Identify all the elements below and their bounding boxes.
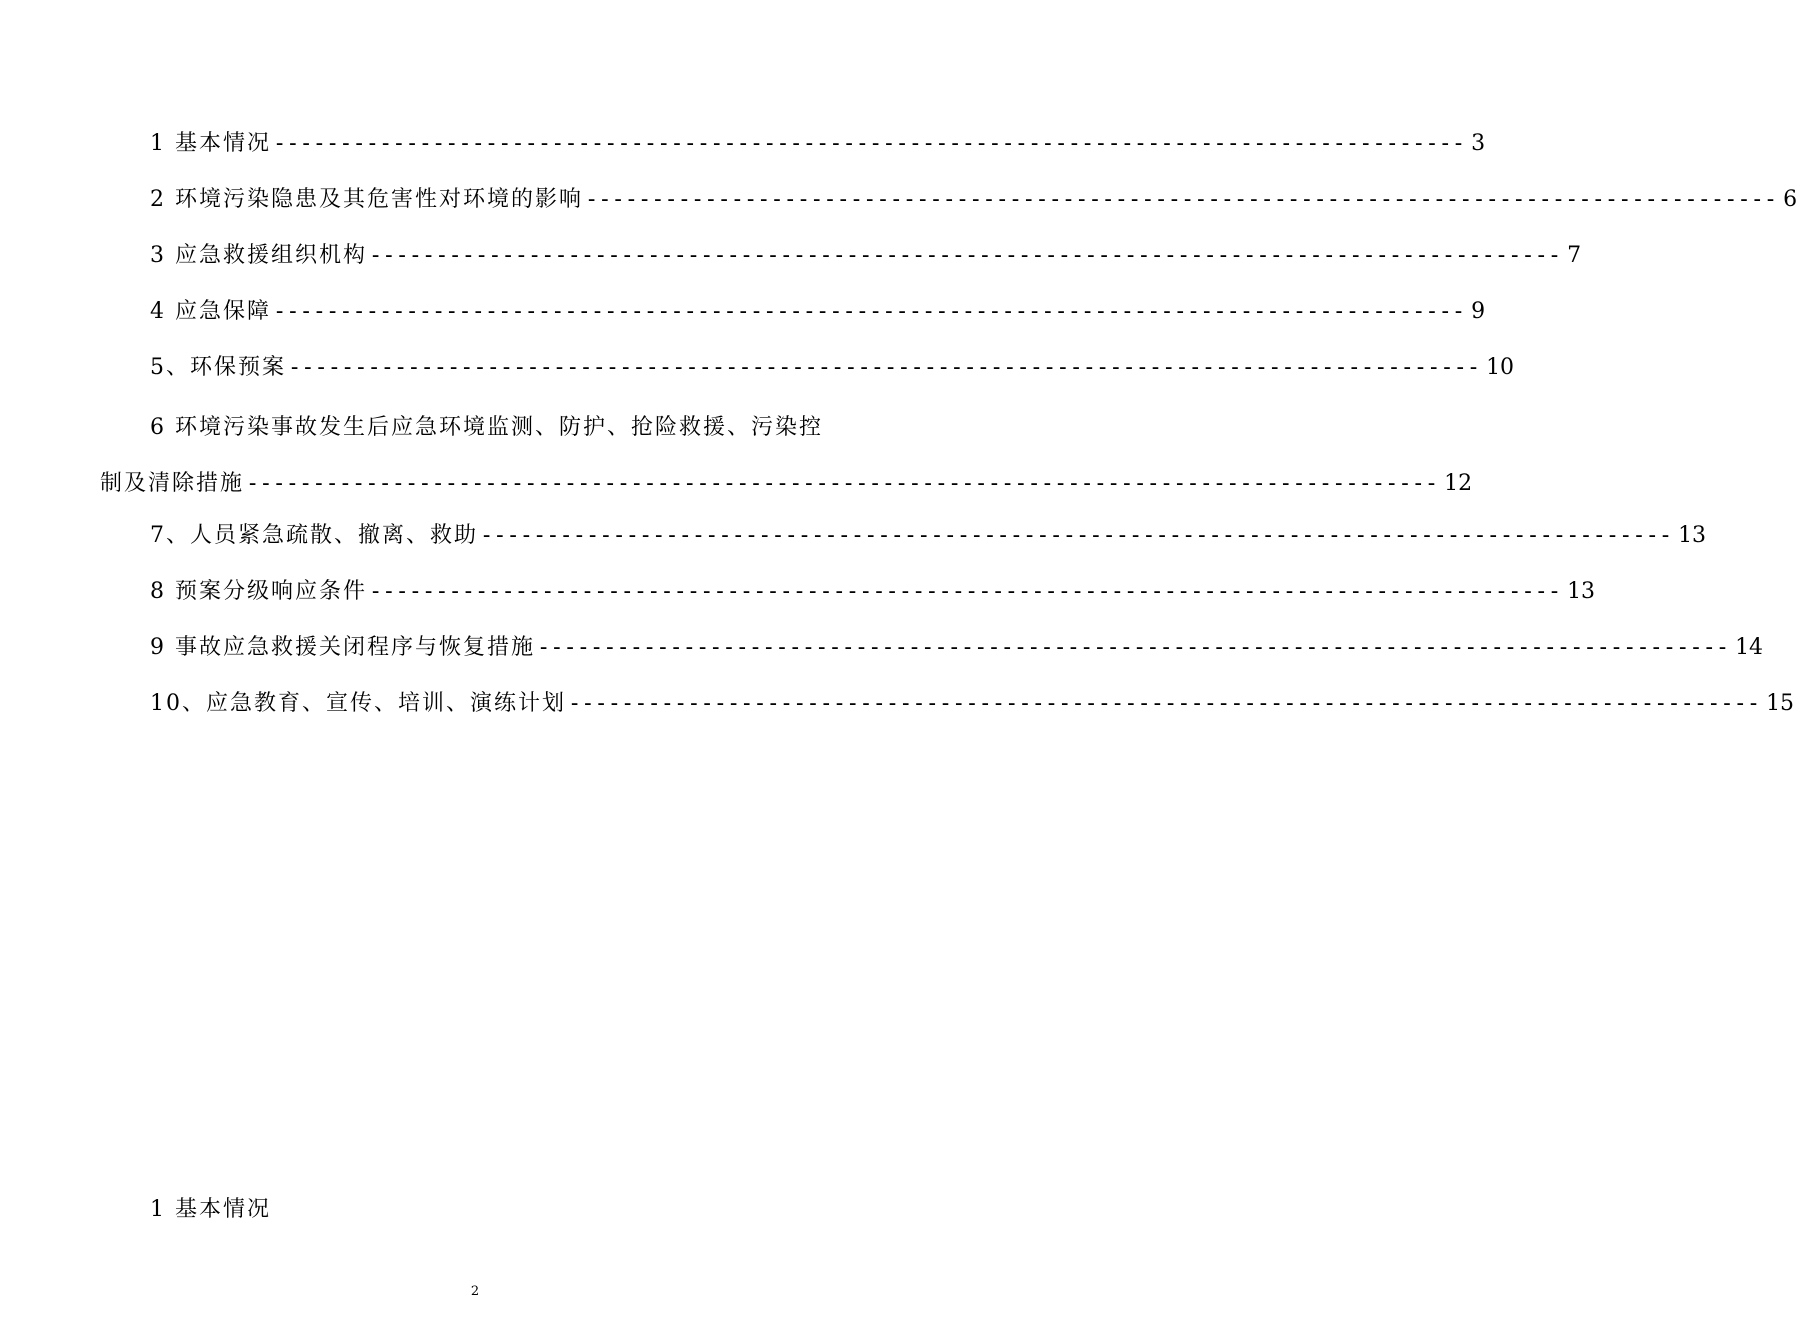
toc-leader: ------------------------------------------------------------------------------------------: [369, 243, 1562, 268]
toc-leader: ------------------------------------------------------------------------------------------: [273, 299, 1466, 324]
toc-entry-title: 9 事故应急救援关闭程序与恢复措施: [150, 635, 535, 660]
toc-leader: ------------------------------------------------------------------------------------------: [369, 579, 1562, 604]
toc-entry-page: 6: [1783, 187, 1797, 212]
toc-entry-page: 14: [1735, 635, 1764, 660]
toc-entry-page: 10: [1486, 355, 1515, 380]
toc-leader: ------------------------------------------------------------------------------------------: [537, 635, 1730, 660]
toc-entry-page: 3: [1471, 131, 1486, 156]
toc-entry-title: 1 基本情况: [150, 131, 271, 156]
toc-entry-page: 9: [1471, 299, 1486, 324]
toc-entry[interactable]: [150, 344, 1515, 400]
section-heading: 1 基本情况: [150, 1197, 271, 1222]
toc-leader: ------------------------------------------------------------------------------------------: [273, 131, 1466, 156]
toc-entry-page: 7: [1567, 243, 1582, 268]
toc-leader: ------------------------------------------------------------------------------------------: [480, 523, 1673, 548]
toc-entry-title: 2 环境污染隐患及其危害性对环境的影响: [150, 187, 583, 212]
toc-entry-title: 10、应急教育、宣传、培训、演练计划: [150, 691, 566, 716]
toc-entry[interactable]: [150, 680, 1795, 736]
toc-leader: ------------------------------------------------------------------------------------------: [568, 691, 1761, 716]
table-of-contents: [100, 120, 1797, 736]
toc-entry-page: 13: [1678, 523, 1707, 548]
toc-leader: ------------------------------------------------------------------------------------------: [246, 471, 1439, 496]
toc-entry-title: 5、环保预案: [150, 355, 286, 380]
toc-entry-title: 7、人员紧急疏散、撤离、救助: [150, 523, 478, 548]
toc-entry-title: 8 预案分级响应条件: [150, 579, 367, 604]
page-number: 2: [470, 1284, 480, 1299]
toc-entry[interactable]: [150, 512, 1707, 568]
toc-entry-page: 13: [1567, 579, 1596, 604]
toc-leader: ------------------------------------------------------------------------------------------: [288, 355, 1481, 380]
toc-entry[interactable]: [150, 232, 1582, 288]
toc-entry-title: 4 应急保障: [150, 299, 271, 324]
toc-entry[interactable]: [150, 176, 1797, 232]
toc-entry-title: 3 应急救援组织机构: [150, 243, 367, 268]
toc-entry[interactable]: [150, 288, 1486, 344]
toc-entry-title-continued: 制及清除措施: [100, 471, 245, 496]
toc-entry[interactable]: [150, 568, 1596, 624]
toc-entry[interactable]: [150, 120, 1486, 176]
toc-entry-title: 6 环境污染事故发生后应急环境监测、防护、抢险救援、污染控: [150, 415, 823, 440]
toc-entry[interactable]: [150, 624, 1764, 680]
toc-entry-page: 12: [1444, 471, 1473, 496]
toc-leader: ------------------------------------------------------------------------------------------: [585, 187, 1778, 212]
toc-entry-page: 15: [1766, 691, 1795, 716]
toc-entry[interactable]: [100, 400, 1473, 512]
